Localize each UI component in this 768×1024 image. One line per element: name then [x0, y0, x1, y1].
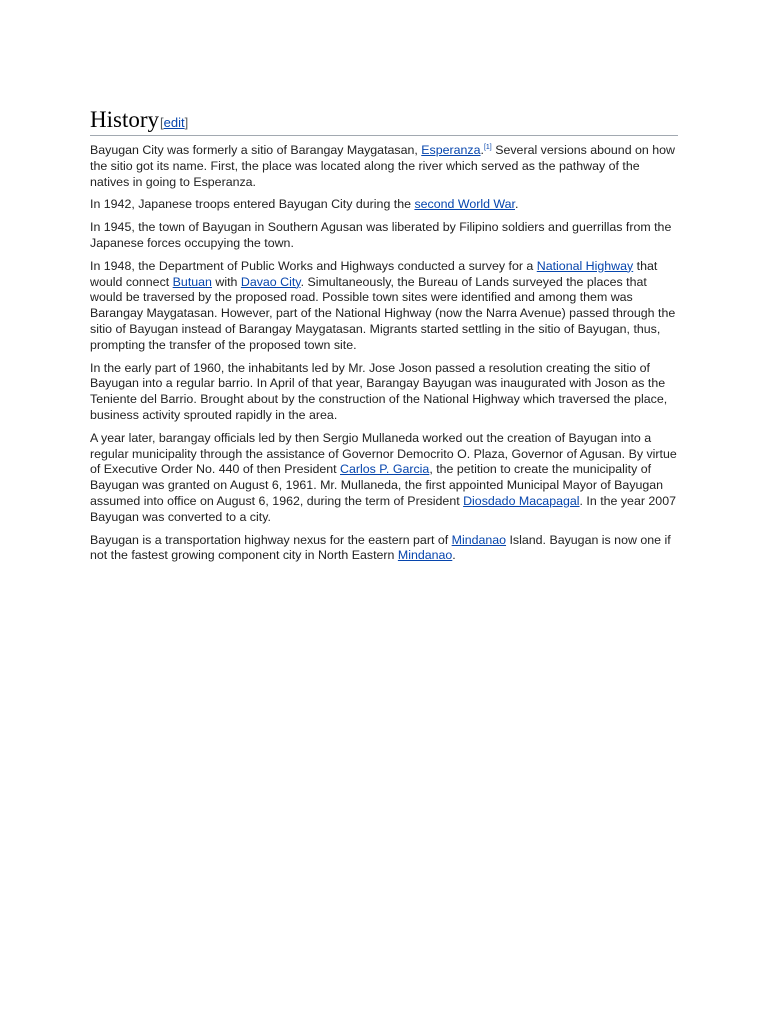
citation-ref[interactable]: [1]	[483, 143, 492, 151]
paragraph-1	[90, 143, 678, 190]
edit-bracket-close: ]	[184, 115, 189, 130]
edit-link[interactable]: edit	[163, 115, 185, 130]
edit-bracket-open: [	[160, 115, 164, 130]
article-content	[90, 106, 678, 571]
paragraph-text: Several versions abound on how the sitio got its name. First, the place was located along the river which served as the pathway of the natives in going to Esperanza.	[90, 143, 675, 189]
paragraph-text: with	[211, 274, 241, 289]
link-mindanao-2[interactable]: Mindanao	[397, 548, 453, 563]
link-mindanao[interactable]: Mindanao	[451, 532, 507, 547]
link-second-world-war[interactable]: second World War	[414, 197, 515, 212]
paragraph-text: Bayugan is a transportation highway nexus for the eastern part of	[90, 532, 452, 547]
paragraph-2	[90, 197, 678, 213]
paragraph-text: In the early part of 1960, the inhabitants led by Mr. Jose Joson passed a resolution creating the sitio of Bayugan into a regular barrio. In April of that year, Barangay Bayugan was inaugurated with Joson as the Teniente del Barrio. Brought about by the construction of the National Highway which traversed the place, business activity sprouted rapidly in the area.	[90, 360, 668, 422]
link-national-highway[interactable]: National Highway	[536, 258, 634, 273]
link-diosdado-macapagal[interactable]: Diosdado Macapagal	[463, 493, 580, 508]
section-heading	[90, 106, 678, 136]
link-esperanza[interactable]: Esperanza	[421, 143, 481, 157]
paragraph-text: . Simultaneously, the Bureau of Lands surveyed the places that would be traversed by the proposed road. Possible town sites were identified and among them was Barangay Maygatasan. However, part of the National Highway (now the Narra Avenue) passed through the sitio of Bayugan instead of Barangay Maygatasan. Migrants started settling in the sitio of Bayugan, thus, prompting the transfer of the proposed town site.	[90, 274, 676, 352]
link-carlos-p-garcia[interactable]: Carlos P. Garcia	[340, 462, 430, 477]
paragraph-4	[90, 259, 678, 354]
link-davao-city[interactable]: Davao City	[240, 274, 301, 289]
paragraph-text: . In the year 2007 Bayugan was converted to a city.	[90, 493, 676, 524]
paragraph-text: , the petition to create the municipality of Bayugan was granted on August 6, 1961. Mr. Mullaneda, the first appointed Municipal Mayor of Bayugan assumed into office on August 6, 1962, during the term of President	[90, 462, 664, 508]
paragraph-text: .	[515, 197, 519, 212]
paragraph-text: A year later, barangay officials led by then Sergio Mullaneda worked out the creation of Bayugan into a regular municipality through the assistance of Governor Democrito O. Plaza, Governor of Agusan. By virtue of Executive Order No. 440 of then President	[90, 430, 677, 477]
paragraph-3	[90, 220, 678, 252]
paragraph-text: .	[480, 143, 484, 157]
link-butuan[interactable]: Butuan	[172, 274, 212, 289]
paragraph-text: In 1948, the Department of Public Works and Highways conducted a survey for a	[90, 258, 537, 273]
paragraph-text: .	[452, 548, 456, 563]
edit-section	[160, 115, 188, 131]
section-title: History	[90, 107, 159, 132]
paragraph-5	[90, 361, 678, 424]
paragraph-text: In 1942, Japanese troops entered Bayugan City during the	[90, 197, 415, 212]
paragraph-text: that would connect	[90, 258, 658, 289]
paragraph-text: Island. Bayugan is now one if not the fastest growing component city in North Eastern	[90, 532, 671, 563]
paragraph-text: Bayugan City was formerly a sitio of Barangay Maygatasan,	[90, 143, 422, 157]
paragraph-6	[90, 431, 678, 526]
paragraph-text: In 1945, the town of Bayugan in Southern Agusan was liberated by Filipino soldiers and guerrillas from the Japanese forces occupying the town.	[90, 220, 672, 250]
paragraph-7	[90, 533, 678, 565]
